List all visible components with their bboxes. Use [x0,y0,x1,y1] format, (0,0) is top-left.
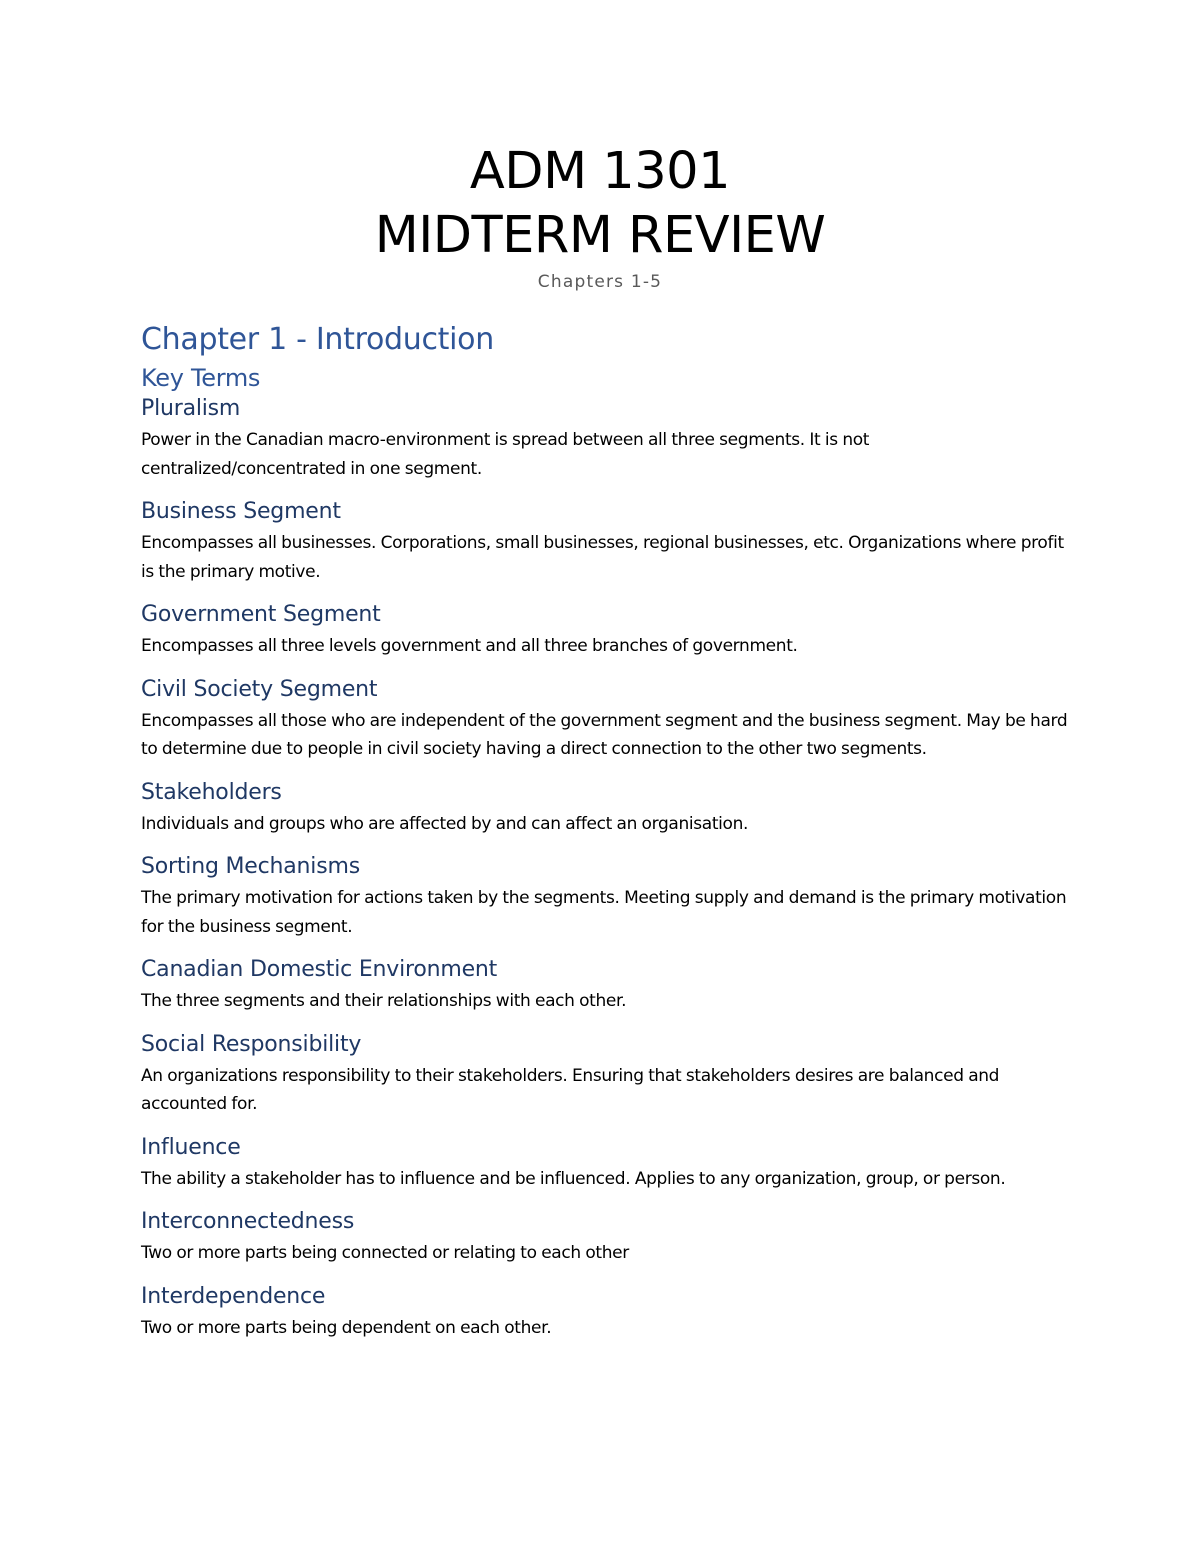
term-definition: Two or more parts being dependent on each other. [141,1317,552,1338]
term-title: Canadian Domestic Environment [141,957,498,982]
term-civil-society-segment [141,675,1071,764]
document-title-line-1: ADM 1301 [469,142,731,201]
term-definition: The three segments and their relationships with each other. [141,991,627,1011]
term-definition: Two or more parts being connected or relating to each other [141,1243,629,1263]
term-title: Business Segment [141,499,341,524]
term-title: Influence [141,1134,241,1160]
document-title-line-2: MIDTERM REVIEW [374,206,826,265]
term-title: Government Segment [141,602,381,627]
term-social-responsibility [141,1030,1071,1119]
document-page [141,140,1071,1356]
term-title: Pluralism [141,396,241,421]
document-subtitle: Chapters 1-5 [537,272,663,292]
term-definition: The primary motivation for actions taken by the segments. Meeting supply and demand is the primary motivation for the business segment. [141,888,1067,937]
term-title: Interconnectedness [141,1209,355,1234]
term-influence [141,1133,1071,1194]
term-definition: Encompasses all businesses. Corporations, small businesses, regional businesses, etc. Organizations where profit is the primary motive. [141,533,1064,582]
chapter-heading: Chapter 1 - Introduction [141,322,494,357]
term-definition: Encompasses all those who are independent of the government segment and the business segment. May be hard to determine due to people in civil society having a direct connection to the other two segments. [141,710,1068,759]
term-title: Sorting Mechanisms [141,854,360,879]
term-definition: Encompasses all three levels government and all three branches of government. [141,636,798,656]
term-definition: The ability a stakeholder has to influence and be influenced. Applies to any organization, group, or person. [141,1168,1006,1189]
term-definition: An organizations responsibility to their stakeholders. Ensuring that stakeholders desires are balanced and accounted for. [141,1065,1000,1114]
term-definition: Individuals and groups who are affected by and can affect an organisation. [141,813,749,834]
term-sorting-mechanisms [141,852,1071,941]
title-block [0,140,1200,294]
section-heading-key-terms: Key Terms [141,364,261,392]
term-pluralism [141,394,1071,483]
term-canadian-domestic-environment [141,955,1071,1016]
term-title: Civil Society Segment [141,676,378,702]
term-title: Stakeholders [141,779,282,805]
term-interconnectedness [141,1207,1071,1268]
term-title: Interdependence [141,1283,326,1309]
term-government-segment [141,600,1071,661]
term-business-segment [141,497,1071,586]
term-interdependence [141,1282,1071,1343]
term-definition: Power in the Canadian macro-environment is spread between all three segments. It is not centralized/concentrated in one segment. [141,430,870,479]
term-stakeholders [141,778,1071,839]
term-title: Social Responsibility [141,1031,362,1057]
